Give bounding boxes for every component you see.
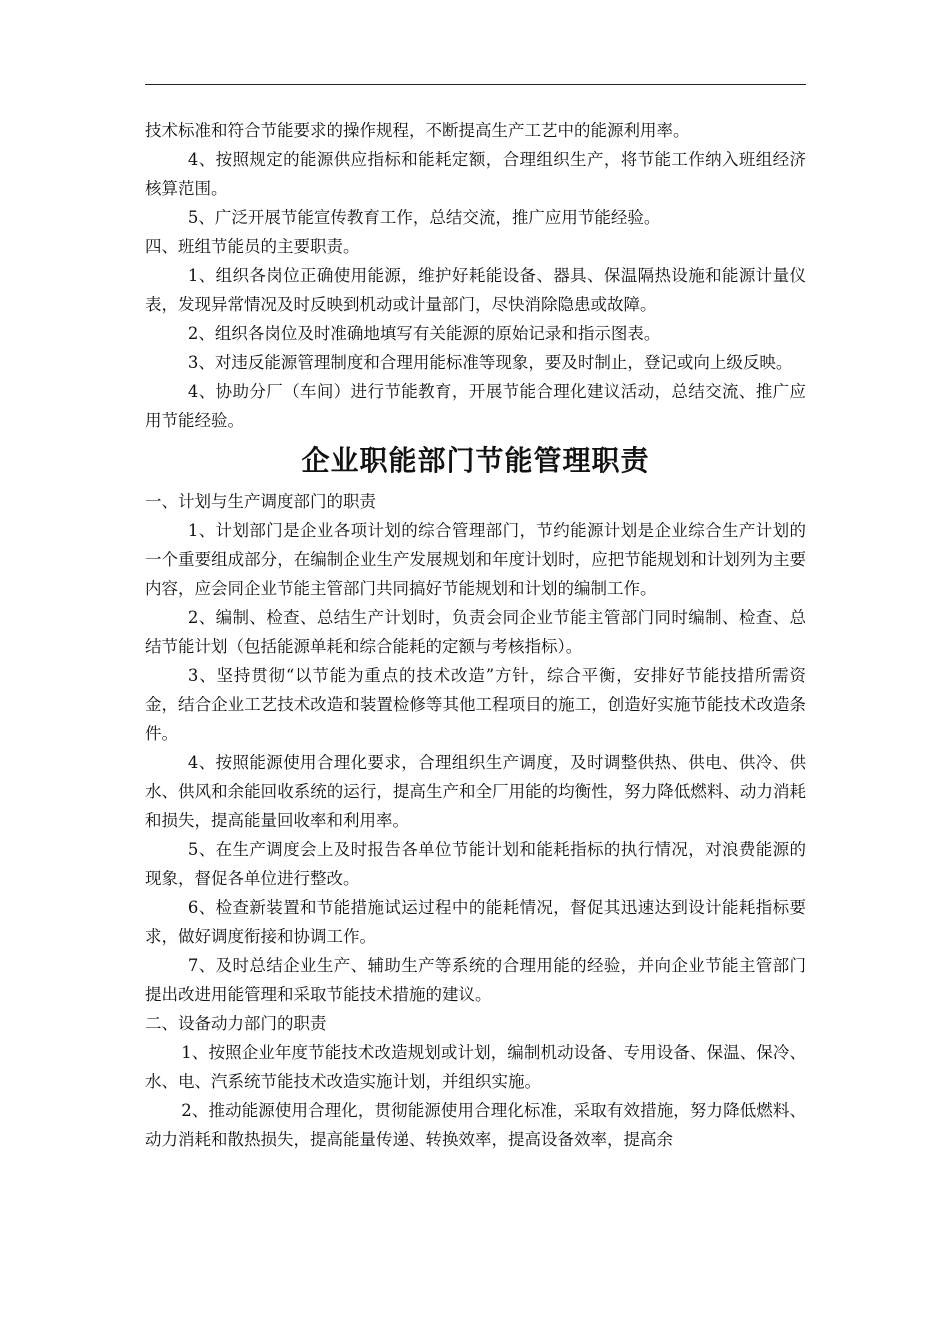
- section-heading-planning: 一、计划与生产调度部门的职责: [145, 492, 376, 511]
- paragraph-member-duty-2: 2、组织各岗位及时准确地填写有关能源的原始记录和指示图表。: [187, 324, 661, 343]
- document-body: [145, 116, 806, 1154]
- paragraph-member-duty-3: 3、对违反能源管理制度和合理用能标准等现象，要及时制止，登记或向上级反映。: [187, 353, 793, 372]
- section-heading-team-member: 四、班组节能员的主要职责。: [145, 237, 360, 256]
- paragraph-member-duty-4: 4、协助分厂（车间）进行节能教育，开展节能合理化建议活动，总结交流、推广应用节能经验。: [145, 382, 806, 430]
- paragraph-planning-7: 7、及时总结企业生产、辅助生产等系统的合理用能的经验，并向企业节能主管部门提出改进用能管理和采取节能技术措施的建议。: [145, 956, 806, 1004]
- paragraph-planning-1: 1、计划部门是企业各项计划的综合管理部门，节约能源计划是企业综合生产计划的一个重要组成部分，在编制企业生产发展规划和年度计划时，应把节能规划和计划列为主要内容，应会同企业节能主管部门共同搞好节能规划和计划的编制工作。: [145, 521, 806, 598]
- paragraph-planning-3: 3、坚持贯彻“以节能为重点的技术改造”方针，综合平衡，安排好节能技措所需资金，结合企业工艺技术改造和装置检修等其他工程项目的施工，创造好实施节能技术改造条件。: [145, 666, 806, 743]
- paragraph-planning-2: 2、编制、检查、总结生产计划时，负责会同企业节能主管部门同时编制、检查、总结节能计划（包括能源单耗和综合能耗的定额与考核指标）。: [145, 608, 806, 656]
- paragraph-planning-6: 6、检查新装置和节能措施试运过程中的能耗情况，督促其迅速达到设计能耗指标要求，做好调度衔接和协调工作。: [145, 898, 806, 946]
- paragraph-equipment-2: 2、推动能源使用合理化，贯彻能源使用合理化标准，采取有效措施，努力降低燃料、动力消耗和散热损失，提高能量传递、转换效率，提高设备效率，提高余: [145, 1101, 806, 1149]
- paragraph-member-duty-1: 1、组织各岗位正确使用能源，维护好耗能设备、器具、保温隔热设施和能源计量仪表，发现异常情况及时反映到机动或计量部门，尽快消除隐患或故障。: [145, 266, 806, 314]
- paragraph-planning-5: 5、在生产调度会上及时报告各单位节能计划和能耗指标的执行情况，对浪费能源的现象，督促各单位进行整改。: [145, 840, 806, 888]
- paragraph-team-duty-4: 4、按照规定的能源供应指标和能耗定额，合理组织生产，将节能工作纳入班组经济核算范围。: [145, 150, 806, 198]
- document-title: 企业职能部门节能管理职责: [301, 444, 650, 477]
- paragraph-continued: 技术标准和符合节能要求的操作规程，不断提高生产工艺中的能源利用率。: [145, 121, 690, 140]
- header-rule: [145, 84, 806, 85]
- section-heading-equipment: 二、设备动力部门的职责: [145, 1014, 327, 1033]
- paragraph-team-duty-5: 5、广泛开展节能宣传教育工作，总结交流，推广应用节能经验。: [187, 208, 661, 227]
- paragraph-planning-4: 4、按照能源使用合理化要求，合理组织生产调度，及时调整供热、供电、供冷、供水、供风和余能回收系统的运行，提高生产和全厂用能的均衡性，努力降低燃料、动力消耗和损失，提高能量回收率和利用率。: [145, 753, 806, 830]
- paragraph-equipment-1: 1、按照企业年度节能技术改造规划或计划，编制机动设备、专用设备、保温、保冷、水、电、汽系统节能技术改造实施计划，并组织实施。: [145, 1043, 806, 1091]
